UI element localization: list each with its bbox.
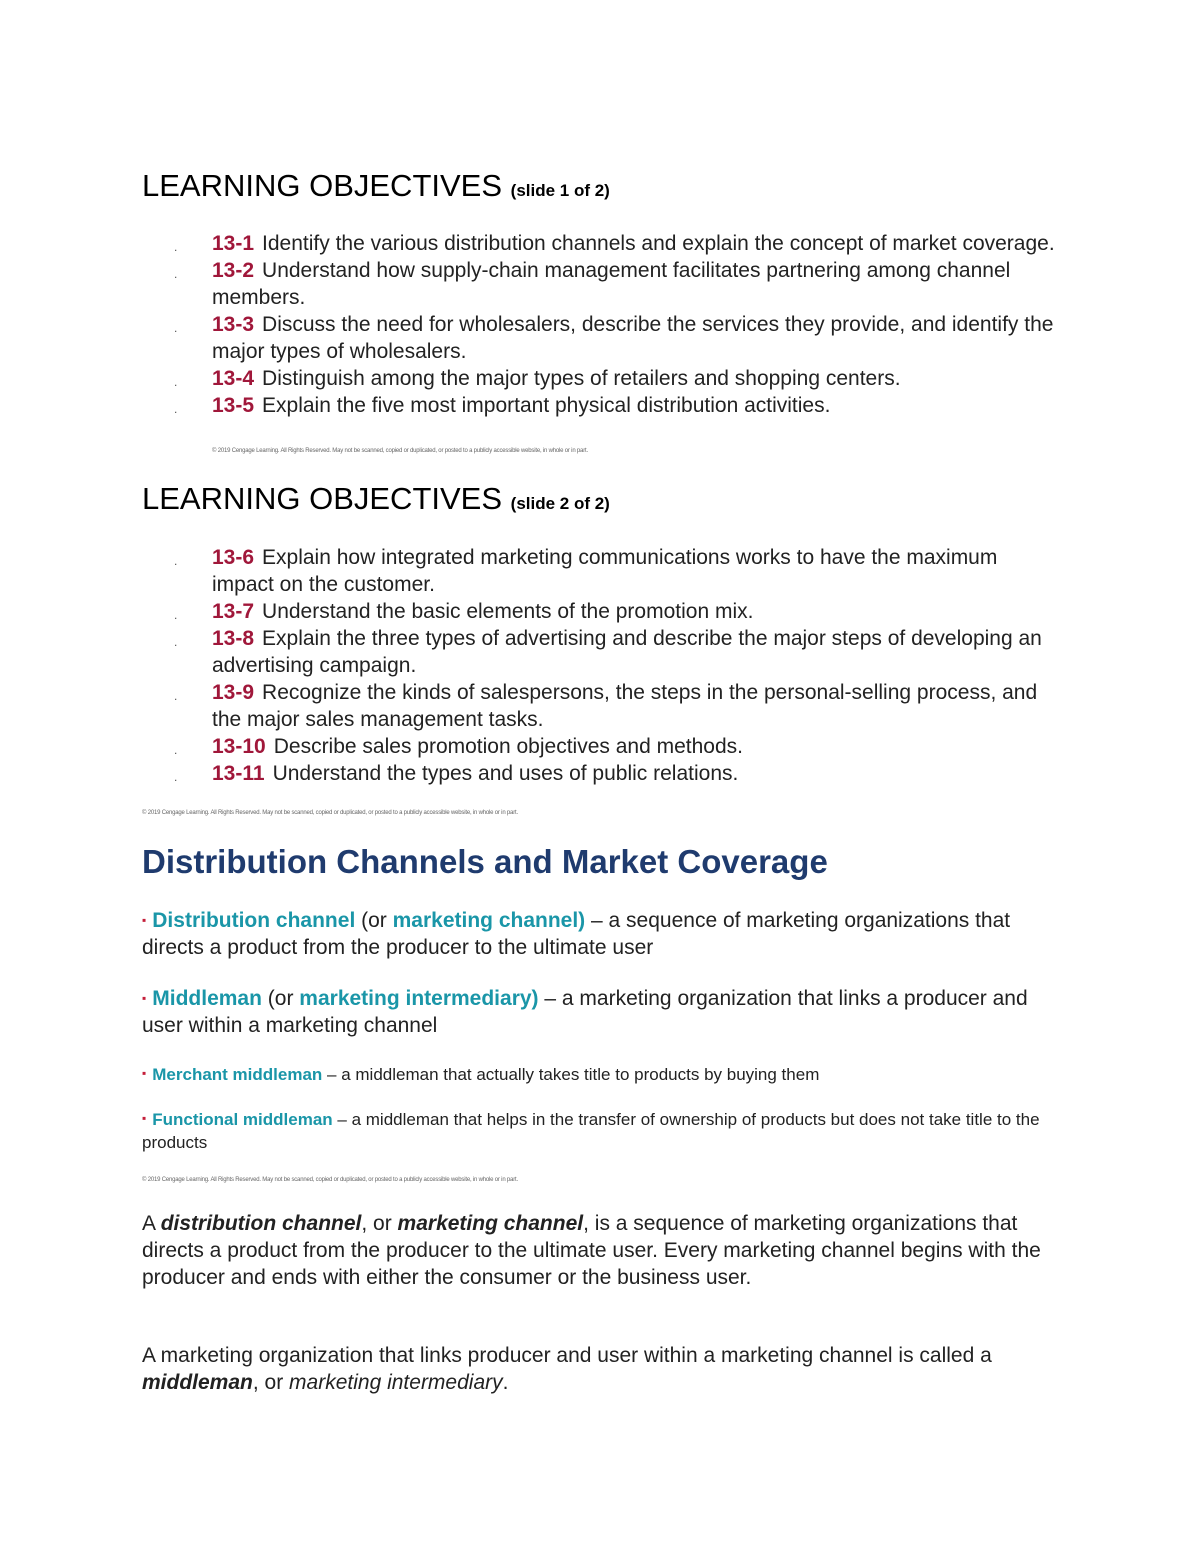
term-alt-keyword: marketing intermediary) bbox=[299, 987, 539, 1010]
text-run: A marketing organization that links producer and user within a marketing channel is called a bbox=[142, 1344, 992, 1367]
objective-text: Understand the types and uses of public relations. bbox=[272, 762, 739, 785]
square-bullet-icon: ▪ bbox=[142, 991, 147, 1005]
emphasis-term: middleman bbox=[142, 1371, 253, 1394]
square-bullet-icon: ▪ bbox=[142, 1111, 147, 1125]
copyright-notice: © 2019 Cengage Learning. All Rights Reserved. May not be scanned, copied or duplicated, or posted to a publicly accessible website, in whole or in part. bbox=[142, 1177, 518, 1183]
bullet-icon: . bbox=[174, 240, 178, 254]
objective-code: 13-2 bbox=[212, 259, 255, 282]
slide2-subtitle: (slide 2 of 2) bbox=[510, 494, 610, 513]
objective-text: Understand the basic elements of the promotion mix. bbox=[262, 600, 754, 623]
objective-text: Explain the three types of advertising and describe the major steps of developing an advertising campaign. bbox=[212, 627, 1042, 677]
bullet-icon: . bbox=[174, 689, 178, 703]
objective-code: 13-1 bbox=[212, 232, 255, 255]
bullet-icon: . bbox=[174, 321, 178, 335]
objective-text: Describe sales promotion objectives and methods. bbox=[273, 735, 743, 758]
objective-code: 13-7 bbox=[212, 600, 255, 623]
term-definition: – a middleman that helps in the transfer of ownership of products but does not take title to the products bbox=[142, 1110, 1040, 1152]
objective-code: 13-3 bbox=[212, 313, 255, 336]
emphasis-term: marketing intermediary bbox=[289, 1371, 503, 1394]
bullet-icon: . bbox=[174, 635, 178, 649]
text-run: , or bbox=[361, 1212, 398, 1235]
text-run: , or bbox=[252, 1371, 290, 1394]
square-bullet-icon: ▪ bbox=[142, 1066, 147, 1080]
objective-code: 13-5 bbox=[212, 394, 255, 417]
objective-item bbox=[142, 733, 1062, 760]
objective-code: 13-9 bbox=[212, 681, 255, 704]
term-alt-keyword: marketing channel) bbox=[392, 909, 586, 932]
square-bullet-icon: ▪ bbox=[142, 913, 147, 927]
objective-code: 13-8 bbox=[212, 627, 255, 650]
slide1-objective-list bbox=[142, 230, 1062, 419]
term-keyword: Merchant middleman bbox=[152, 1065, 323, 1084]
objective-code: 13-10 bbox=[212, 735, 266, 758]
objective-item bbox=[142, 365, 1062, 392]
bullet-icon: . bbox=[174, 770, 178, 784]
objective-item bbox=[142, 392, 1062, 419]
term-definition: – a sequence of marketing organizations that directs a product from the producer to the ultimate user bbox=[142, 909, 1011, 959]
term-distribution-channel bbox=[142, 907, 1062, 961]
slide1-title bbox=[142, 168, 610, 204]
objective-text: Identify the various distribution channels and explain the concept of market coverage. bbox=[262, 232, 1055, 255]
bullet-icon: . bbox=[174, 743, 178, 757]
term-keyword: Functional middleman bbox=[152, 1110, 333, 1129]
term-keyword: Middleman bbox=[152, 987, 262, 1010]
slide2-objective-list bbox=[142, 544, 1062, 787]
bullet-icon: . bbox=[174, 554, 178, 568]
copyright-notice: © 2019 Cengage Learning. All Rights Reserved. May not be scanned, copied or duplicated, or posted to a publicly accessible website, in whole or in part. bbox=[142, 810, 518, 816]
objective-code: 13-11 bbox=[212, 762, 265, 785]
objective-text: Explain the five most important physical distribution activities. bbox=[262, 394, 831, 417]
objective-text: Understand how supply-chain management facilitates partnering among channel members. bbox=[212, 259, 1011, 309]
emphasis-term: distribution channel bbox=[160, 1212, 362, 1235]
objective-item bbox=[142, 760, 1062, 787]
notes-paragraph-2 bbox=[142, 1342, 1062, 1396]
objective-text: Discuss the need for wholesalers, describe the services they provide, and identify the major types of wholesalers. bbox=[212, 313, 1054, 363]
text-run: A bbox=[142, 1212, 161, 1235]
bullet-icon: . bbox=[174, 608, 178, 622]
term-keyword: Distribution channel bbox=[152, 909, 356, 932]
objective-item bbox=[142, 598, 1062, 625]
objective-item bbox=[142, 257, 1062, 311]
term-functional-middleman bbox=[142, 1107, 1062, 1154]
emphasis-term: marketing channel bbox=[397, 1212, 584, 1235]
text-run: , is a sequence of marketing organizations that directs a product from the producer to the ultimate user. Every marketing channel begins with the producer and ends with either the consumer or the business user. bbox=[142, 1212, 1041, 1289]
slide2-title bbox=[142, 481, 610, 517]
notes-paragraph-1 bbox=[142, 1210, 1062, 1291]
objective-item bbox=[142, 625, 1062, 679]
objective-item bbox=[142, 230, 1062, 257]
bullet-icon: . bbox=[174, 402, 178, 416]
objective-code: 13-4 bbox=[212, 367, 255, 390]
slide2-title-text: LEARNING OBJECTIVES bbox=[142, 481, 503, 516]
term-definition: – a marketing organization that links a producer and user within a marketing channel bbox=[142, 987, 1028, 1037]
slide1-subtitle: (slide 1 of 2) bbox=[510, 181, 610, 200]
objective-code: 13-6 bbox=[212, 546, 255, 569]
bullet-icon: . bbox=[174, 375, 178, 389]
copyright-notice: © 2019 Cengage Learning. All Rights Reserved. May not be scanned, copied or duplicated, or posted to a publicly accessible website, in whole or in part. bbox=[212, 448, 588, 454]
section-title: Distribution Channels and Market Coverage bbox=[142, 843, 828, 880]
text-run: . bbox=[502, 1371, 509, 1394]
objective-item bbox=[142, 311, 1062, 365]
objective-item bbox=[142, 679, 1062, 733]
slide1-title-text: LEARNING OBJECTIVES bbox=[142, 168, 503, 203]
term-definition: – a middleman that actually takes title to products by buying them bbox=[322, 1065, 820, 1084]
term-connector: (or bbox=[261, 987, 300, 1010]
objective-text: Distinguish among the major types of retailers and shopping centers. bbox=[262, 367, 901, 390]
term-middleman bbox=[142, 985, 1062, 1039]
term-merchant-middleman bbox=[142, 1062, 1062, 1086]
bullet-icon: . bbox=[174, 267, 178, 281]
objective-item bbox=[142, 544, 1062, 598]
term-connector: (or bbox=[355, 909, 393, 932]
objective-text: Explain how integrated marketing communications works to have the maximum impact on the customer. bbox=[212, 546, 998, 596]
objective-text: Recognize the kinds of salespersons, the steps in the personal-selling process, and the major sales management tasks. bbox=[212, 681, 1038, 731]
